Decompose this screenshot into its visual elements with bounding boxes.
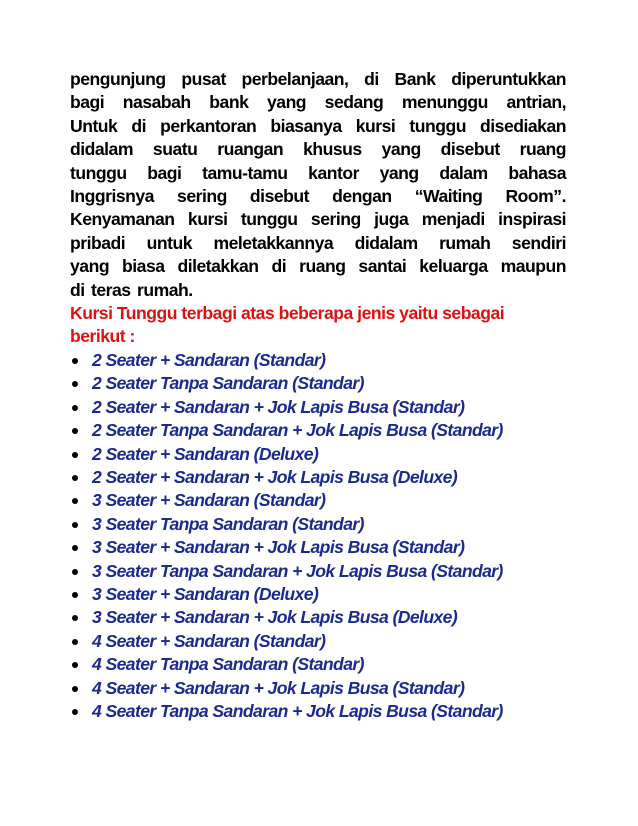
bullet-icon	[72, 475, 78, 481]
seater-list	[70, 349, 566, 724]
list-item	[70, 419, 566, 442]
list-item-text: 3 Seater + Sandaran + Jok Lapis Busa (Standar)	[92, 537, 465, 558]
list-item	[70, 560, 566, 583]
bullet-icon	[72, 452, 78, 458]
list-item	[70, 372, 566, 395]
paragraph-line: Kenyamanan kursi tunggu sering juga menjadi inspirasi	[70, 209, 566, 230]
bullet-icon	[72, 545, 78, 551]
list-item-text: 3 Seater Tanpa Sandaran + Jok Lapis Busa (Standar)	[92, 560, 503, 581]
section-heading	[70, 302, 566, 349]
list-item	[70, 536, 566, 559]
bullet-icon	[72, 381, 78, 387]
list-item-text: 3 Seater Tanpa Sandaran (Standar)	[92, 513, 364, 534]
bullet-icon	[72, 498, 78, 504]
bullet-icon	[72, 662, 78, 668]
list-item-text: 4 Seater Tanpa Sandaran (Standar)	[92, 654, 364, 675]
paragraph-line: bagi nasabah bank yang sedang menunggu antrian,	[70, 92, 566, 113]
bullet-icon	[72, 686, 78, 692]
list-item	[70, 653, 566, 676]
bullet-icon	[72, 358, 78, 364]
list-item	[70, 606, 566, 629]
list-item-text: 4 Seater + Sandaran (Standar)	[92, 630, 326, 651]
list-item	[70, 513, 566, 536]
bullet-icon	[72, 428, 78, 434]
list-item	[70, 583, 566, 606]
list-item	[70, 630, 566, 653]
bullet-icon	[72, 569, 78, 575]
paragraph-line: pengunjung pusat perbelanjaan, di Bank diperuntukkan	[70, 69, 566, 89]
paragraph-line: Untuk di perkantoran biasanya kursi tunggu disediakan	[70, 115, 566, 136]
bullet-icon	[72, 639, 78, 645]
list-item	[70, 466, 566, 489]
paragraph-line: tunggu bagi tamu-tamu kantor yang dalam bahasa	[70, 162, 566, 183]
bullet-icon	[72, 522, 78, 528]
list-item-text: 2 Seater + Sandaran (Deluxe)	[92, 443, 319, 464]
list-item-text: 4 Seater + Sandaran + Jok Lapis Busa (Standar)	[92, 677, 465, 698]
list-item	[70, 700, 566, 723]
paragraph-line: di teras rumah.	[70, 279, 193, 300]
list-item-text: 3 Seater + Sandaran (Deluxe)	[92, 583, 319, 604]
list-item	[70, 443, 566, 466]
list-item	[70, 396, 566, 419]
list-item-text: 2 Seater Tanpa Sandaran (Standar)	[92, 373, 364, 394]
intro-paragraph	[70, 68, 566, 302]
bullet-icon	[72, 592, 78, 598]
list-item-text: 2 Seater + Sandaran (Standar)	[92, 349, 326, 370]
list-item	[70, 677, 566, 700]
heading-line-2: berikut :	[70, 326, 135, 347]
list-item-text: 2 Seater Tanpa Sandaran + Jok Lapis Busa (Standar)	[92, 420, 503, 441]
list-item-text: 2 Seater + Sandaran + Jok Lapis Busa (Deluxe)	[92, 466, 458, 487]
document-page	[70, 68, 566, 723]
list-item-text: 3 Seater + Sandaran (Standar)	[92, 490, 326, 511]
bullet-icon	[72, 615, 78, 621]
paragraph-line: yang biasa diletakkan di ruang santai keluarga maupun	[70, 256, 566, 277]
paragraph-line: didalam suatu ruangan khusus yang disebut ruang	[70, 139, 566, 160]
paragraph-line: Inggrisnya sering disebut dengan “Waiting Room”.	[70, 186, 566, 207]
list-item	[70, 489, 566, 512]
list-item-text: 3 Seater + Sandaran + Jok Lapis Busa (Deluxe)	[92, 607, 458, 628]
list-item-text: 2 Seater + Sandaran + Jok Lapis Busa (Standar)	[92, 396, 465, 417]
list-item	[70, 349, 566, 372]
heading-line-1: Kursi Tunggu terbagi atas beberapa jenis yaitu sebagai	[70, 303, 505, 324]
list-item-text: 4 Seater Tanpa Sandaran + Jok Lapis Busa (Standar)	[92, 700, 503, 721]
bullet-icon	[72, 709, 78, 715]
paragraph-line: pribadi untuk meletakkannya didalam rumah sendiri	[70, 232, 566, 253]
bullet-icon	[72, 405, 78, 411]
